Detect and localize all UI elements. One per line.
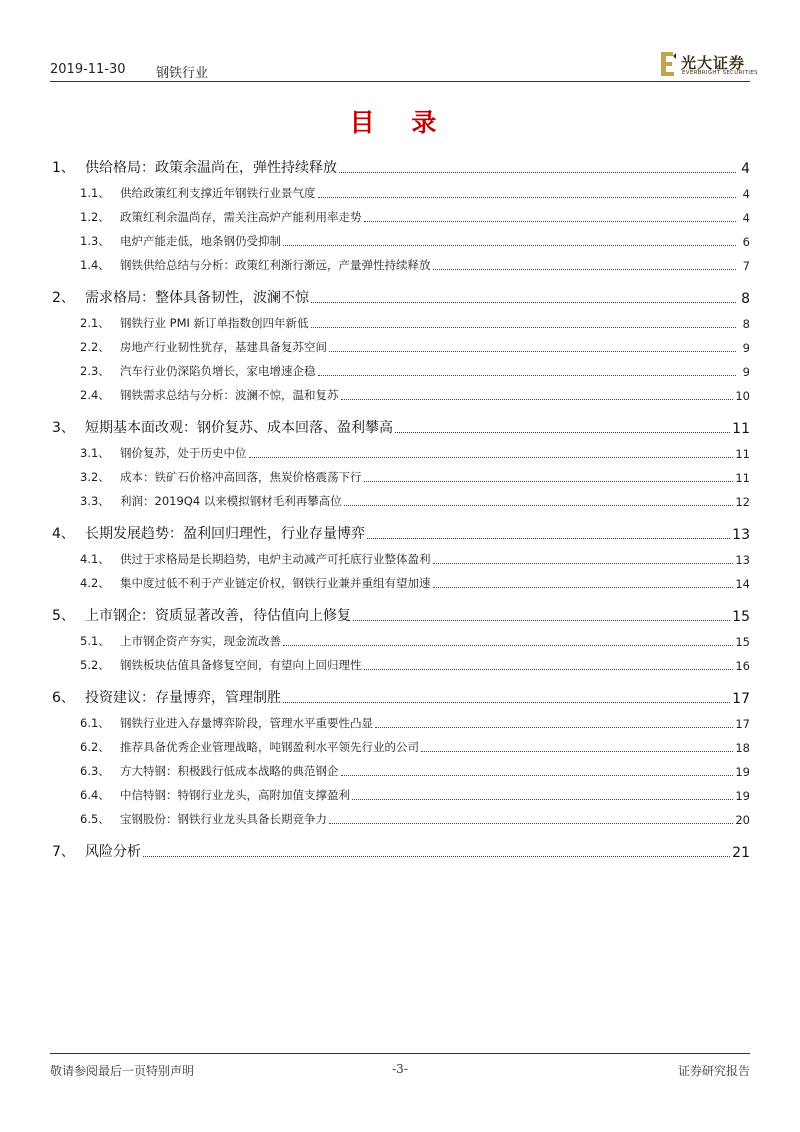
toc-entry-page: 4 (742, 187, 750, 201)
toc-entry-title: 钢铁行业 PMI 新订单指数创四年新低 (120, 316, 309, 330)
toc-entry-page: 11 (735, 471, 750, 485)
toc-entry-title: 供给政策红利支撑近年钢铁行业景气度 (120, 186, 316, 200)
toc-entry-page: 8 (742, 317, 750, 331)
toc-entry-title: 钢铁行业进入存量博弈阶段，管理水平重要性凸显 (120, 716, 373, 730)
dot-leader (353, 620, 730, 621)
toc-entry-page: 19 (735, 789, 750, 803)
toc-entry-number: 5、 (52, 608, 75, 624)
dot-leader (283, 702, 730, 703)
disclaimer-note: 敬请参阅最后一页特别声明 (50, 1064, 195, 1078)
toc-entry-number: 1.3、 (80, 234, 110, 248)
toc-subsection-entry[interactable] (52, 803, 750, 827)
toc-entry-page: 4 (741, 161, 750, 177)
table-of-contents (52, 148, 750, 861)
logo-english-name: EVERBRIGHT SECURITIES (682, 70, 758, 76)
toc-entry-number: 1.2、 (80, 210, 110, 224)
toc-entry-title: 中信特钢：特钢行业龙头，高附加值支撑盈利 (120, 788, 350, 802)
toc-entry-number: 2.3、 (80, 364, 110, 378)
toc-subsection-entry[interactable] (52, 177, 750, 201)
toc-entry-title: 钢铁需求总结与分析：波澜不惊，温和复苏 (120, 388, 339, 402)
toc-entry-number: 3.3、 (80, 494, 110, 508)
toc-entry-title: 上市钢企资产夯实，现金流改善 (120, 634, 281, 648)
toc-entry-page: 14 (735, 577, 750, 591)
toc-entry-number: 4.1、 (80, 552, 110, 566)
toc-entry-page: 7 (742, 259, 750, 273)
footer-divider (50, 1053, 750, 1054)
toc-entry-number: 3.2、 (80, 470, 110, 484)
toc-entry-page: 15 (732, 609, 750, 625)
toc-entry-page: 19 (735, 765, 750, 779)
toc-entry-number: 1.4、 (80, 258, 110, 272)
toc-entry-title: 成本：铁矿石价格冲高回落，焦炭价格震荡下行 (120, 470, 362, 484)
toc-subsection-entry[interactable] (52, 461, 750, 485)
toc-entry-page: 6 (742, 235, 750, 249)
dot-leader (329, 823, 733, 824)
toc-subsection-entry[interactable] (52, 485, 750, 509)
toc-entry-title: 利润：2019Q4 以来模拟钢材毛利再攀高位 (120, 494, 342, 508)
toc-entry-title: 集中度过低不利于产业链定价权，钢铁行业兼并重组有望加速 (120, 576, 431, 590)
company-logo (658, 50, 758, 78)
toc-entry-number: 6、 (52, 690, 75, 706)
toc-section-entry[interactable] (52, 513, 750, 543)
dot-leader (329, 351, 736, 352)
toc-entry-number: 4、 (52, 526, 75, 542)
toc-subsection-entry[interactable] (52, 307, 750, 331)
toc-subsection-entry[interactable] (52, 249, 750, 273)
toc-section-entry[interactable] (52, 595, 750, 625)
toc-entry-page: 9 (742, 365, 750, 379)
toc-entry-page: 10 (735, 389, 750, 403)
dot-leader (375, 727, 733, 728)
toc-entry-page: 11 (732, 421, 750, 437)
toc-entry-number: 7、 (52, 844, 75, 860)
dot-leader (143, 856, 730, 857)
toc-entry-page: 21 (732, 845, 750, 861)
toc-entry-number: 5.1、 (80, 634, 110, 648)
dot-leader (352, 799, 733, 800)
logo-chinese-name: 光大证券 (681, 54, 746, 72)
toc-subsection-entry[interactable] (52, 649, 750, 673)
toc-entry-title: 短期基本面改观：钢价复苏、成本回落、盈利攀高 (85, 420, 393, 436)
toc-section-entry[interactable] (52, 831, 750, 861)
toc-entry-page: 18 (735, 741, 750, 755)
toc-subsection-entry[interactable] (52, 543, 750, 567)
toc-subsection-entry[interactable] (52, 355, 750, 379)
toc-entry-title: 推荐具备优秀企业管理战略，吨钢盈利水平领先行业的公司 (120, 740, 419, 754)
toc-entry-title: 政策红利余温尚存，需关注高炉产能利用率走势 (120, 210, 362, 224)
dot-leader (364, 481, 734, 482)
toc-entry-title: 方大特钢：积极践行低成本战略的典范钢企 (120, 764, 339, 778)
toc-subsection-entry[interactable] (52, 707, 750, 731)
toc-entry-number: 1、 (52, 160, 75, 176)
toc-entry-title: 投资建议：存量博弈，管理制胜 (85, 690, 281, 706)
dot-leader (395, 432, 730, 433)
page-number: -3- (392, 1062, 408, 1076)
dot-leader (433, 587, 734, 588)
toc-entry-number: 4.2、 (80, 576, 110, 590)
toc-entry-number: 6.1、 (80, 716, 110, 730)
toc-entry-number: 6.4、 (80, 788, 110, 802)
toc-entry-number: 2.2、 (80, 340, 110, 354)
toc-entry-title: 电炉产能走低，地条钢仍受抑制 (120, 234, 281, 248)
toc-section-entry[interactable] (52, 407, 750, 437)
toc-entry-title: 钢价复苏，处于历史中位 (120, 446, 247, 460)
dot-leader (364, 221, 737, 222)
header-divider (50, 81, 750, 82)
toc-subsection-entry[interactable] (52, 755, 750, 779)
toc-entry-title: 供过于求格局是长期趋势，电炉主动减产可托底行业整体盈利 (120, 552, 431, 566)
logo-mark-icon (658, 50, 678, 78)
toc-entry-page: 20 (735, 813, 750, 827)
toc-entry-title: 汽车行业仍深陷负增长，家电增速企稳 (120, 364, 316, 378)
toc-subsection-entry[interactable] (52, 567, 750, 591)
toc-entry-title: 宝钢股份：钢铁行业龙头具备长期竞争力 (120, 812, 327, 826)
dot-leader (341, 775, 734, 776)
toc-entry-number: 5.2、 (80, 658, 110, 672)
report-date: 2019-11-30 (50, 62, 126, 77)
toc-entry-title: 钢铁供给总结与分析：政策红利渐行渐远，产量弹性持续释放 (120, 258, 431, 272)
toc-entry-number: 3、 (52, 420, 75, 436)
dot-leader (364, 669, 734, 670)
toc-entry-number: 6.5、 (80, 812, 110, 826)
toc-heading: 目 录 (349, 108, 451, 137)
toc-subsection-entry[interactable] (52, 437, 750, 461)
toc-entry-page: 8 (741, 291, 750, 307)
dot-leader (318, 375, 737, 376)
toc-entry-number: 2.4、 (80, 388, 110, 402)
toc-subsection-entry[interactable] (52, 779, 750, 803)
toc-subsection-entry[interactable] (52, 331, 750, 355)
page-footer (50, 1053, 750, 1083)
dot-leader (249, 457, 734, 458)
toc-section-entry[interactable] (52, 148, 750, 177)
dot-leader (311, 327, 736, 328)
toc-entry-title: 房地产行业韧性犹存，基建具备复苏空间 (120, 340, 327, 354)
toc-entry-number: 3.1、 (80, 446, 110, 460)
dot-leader (433, 563, 734, 564)
toc-subsection-entry[interactable] (52, 225, 750, 249)
toc-entry-page: 11 (735, 447, 750, 461)
toc-subsection-entry[interactable] (52, 201, 750, 225)
toc-entry-page: 9 (742, 341, 750, 355)
dot-leader (339, 172, 736, 173)
dot-leader (318, 197, 737, 198)
dot-leader (283, 645, 733, 646)
toc-entry-page: 13 (732, 527, 750, 543)
toc-entry-title: 上市钢企：资质显著改善，待估值向上修复 (85, 608, 351, 624)
toc-entry-page: 17 (732, 691, 750, 707)
toc-section-entry[interactable] (52, 677, 750, 707)
report-industry: 钢铁行业 (156, 66, 209, 81)
page-header (50, 48, 758, 81)
dot-leader (341, 399, 734, 400)
toc-entry-page: 16 (735, 659, 750, 673)
toc-subsection-entry[interactable] (52, 731, 750, 755)
toc-entry-title: 风险分析 (85, 844, 141, 860)
dot-leader (311, 302, 736, 303)
toc-entry-page: 4 (742, 211, 750, 225)
toc-entry-title: 供给格局：政策余温尚在，弹性持续释放 (85, 160, 337, 176)
toc-subsection-entry[interactable] (52, 379, 750, 403)
toc-section-entry[interactable] (52, 277, 750, 307)
toc-entry-title: 需求格局：整体具备韧性，波澜不惊 (85, 290, 309, 306)
toc-entry-title: 钢铁板块估值具备修复空间，有望向上回归理性 (120, 658, 362, 672)
toc-entry-number: 6.3、 (80, 764, 110, 778)
dot-leader (283, 245, 736, 246)
dot-leader (367, 538, 730, 539)
toc-entry-title: 长期发展趋势：盈利回归理性，行业存量博弈 (85, 526, 365, 542)
toc-entry-page: 17 (735, 717, 750, 731)
dot-leader (433, 269, 737, 270)
toc-entry-page: 13 (735, 553, 750, 567)
toc-entry-number: 1.1、 (80, 186, 110, 200)
dot-leader (421, 751, 733, 752)
toc-entry-page: 15 (735, 635, 750, 649)
dot-leader (344, 505, 734, 506)
toc-entry-number: 2.1、 (80, 316, 110, 330)
report-type: 证券研究报告 (677, 1064, 750, 1078)
toc-entry-page: 12 (735, 495, 750, 509)
toc-entry-number: 2、 (52, 290, 75, 306)
toc-entry-number: 6.2、 (80, 740, 110, 754)
toc-subsection-entry[interactable] (52, 625, 750, 649)
